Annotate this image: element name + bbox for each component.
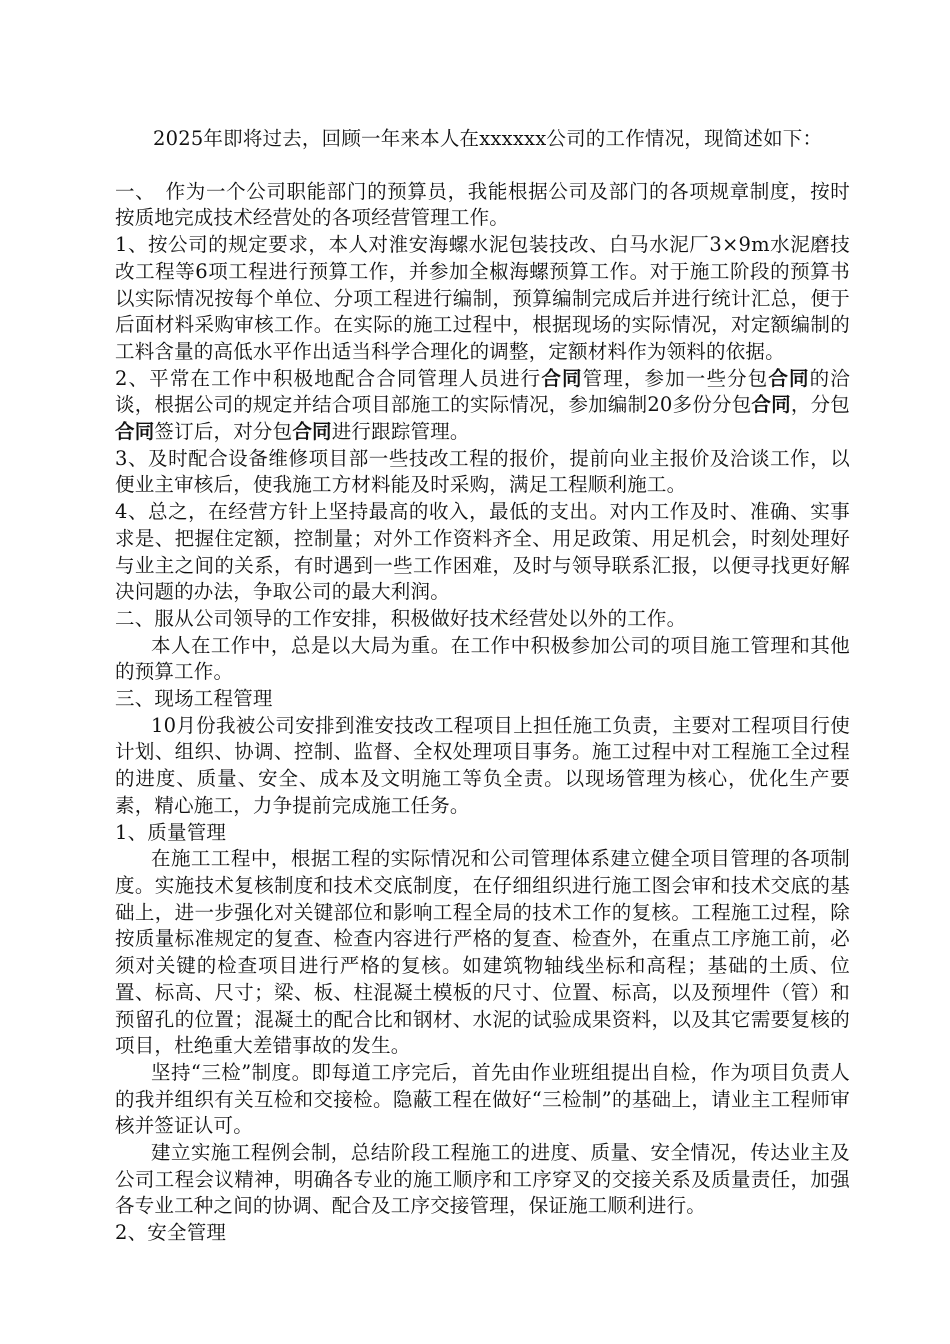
- text-run: 进行跟踪管理。: [331, 420, 470, 444]
- text-run: 2、平常在工作中积极地配合合同管理人员进行: [115, 366, 542, 390]
- bold-term: 合同: [768, 366, 810, 390]
- section-1-heading: 一、 作为一个公司职能部门的预算员，我能根据公司及部门的各项规章制度，按时按质地完成技术经营处的各项经营管理工作。: [115, 179, 850, 230]
- section-1-item-2: [115, 366, 850, 446]
- text-run: 管理，参加一些分包: [582, 366, 769, 390]
- section-3-heading: 三、现场工程管理: [115, 687, 273, 711]
- section-1-item-3: 3、及时配合设备维修项目部一些技改工程的报价，提前向业主报价及洽谈工作，以便业主审核后，使我施工方材料能及时采购，满足工程顺利施工。: [115, 446, 850, 497]
- safety-heading: 2、安全管理: [115, 1221, 227, 1245]
- bold-term: 合同: [541, 366, 583, 390]
- text-run: ，分包: [790, 393, 850, 417]
- bold-term: 合同: [292, 420, 332, 444]
- bold-term: 合同: [751, 393, 791, 417]
- quality-paragraph-2: 坚持“三检”制度。即每道工序完后，首先由作业班组提出自检，作为项目负责人的我并组织有关互检和交接检。隐蔽工程在做好“三检制”的基础上，请业主工程师审核并签证认可。: [115, 1060, 850, 1138]
- quality-heading: 1、质量管理: [115, 820, 227, 844]
- section-2-paragraph: 本人在工作中，总是以大局为重。在工作中积极参加公司的项目施工管理和其他的预算工作。: [115, 633, 850, 684]
- bold-term: 合同: [115, 420, 155, 444]
- quality-paragraph-3: 建立实施工程例会制，总结阶段工程施工的进度、质量、安全情况，传达业主及公司工程会议精神，明确各专业的施工顺序和工序穿叉的交接关系及质量责任，加强各专业工种之间的协调、配合及工序交接管理，保证施工顺利进行。: [115, 1141, 850, 1218]
- intro-paragraph: 2025年即将过去，回顾一年来本人在xxxxxx公司的工作情况，现简述如下：: [153, 127, 823, 150]
- section-1-item-4: 4、总之，在经营方针上坚持最高的收入，最低的支出。对内工作及时、准确、实事求是、把握住定额，控制量；对外工作资料齐全、用足政策、用足机会，时刻处理好与业主之间的关系，有时遇到一些工作困难，及时与领导联系汇报，以便寻找更好解决问题的办法，争取公司的最大利润。: [115, 500, 850, 604]
- section-2-heading: 二、服从公司领导的工作安排，积极做好技术经营处以外的工作。: [115, 606, 687, 630]
- text-run: 的洽谈，根据公司的规定并结合项目部施工的实际情况，参加编制20多份分包: [115, 366, 850, 417]
- text-run: 签订后，对分包: [154, 420, 293, 444]
- section-1-item-1: 1、按公司的规定要求，本人对淮安海螺水泥包装技改、白马水泥厂3×9m水泥磨技改工程等6项工程进行预算工作，并参加全椒海螺预算工作。对于施工阶段的预算书以实际情况按每个单位、分项工程进行编制，预算编制完成后并进行统计汇总，便于后面材料采购审核工作。在实际的施工过程中，根据现场的实际情况，对定额编制的工料含量的高低水平作出适当科学合理化的调整，定额材料作为领料的依据。: [115, 233, 850, 363]
- section-3-paragraph: 10月份我被公司安排到淮安技改工程项目上担任施工负责，主要对工程项目行使计划、组织、协调、控制、监督、全权处理项目事务。施工过程中对工程施工全过程的进度、质量、安全、成本及文明施工等负全责。以现场管理为核心，优化生产要素，精心施工，力争提前完成施工任务。: [115, 713, 850, 817]
- document-body: [115, 126, 850, 1247]
- quality-paragraph-1: 在施工工程中，根据工程的实际情况和公司管理体系建立健全项目管理的各项制度。实施技术复核制度和技术交底制度，在仔细组织进行施工图会审和技术交底的基础上，进一步强化对关键部位和影响工程全局的技术工作的复核。工程施工过程，除按质量标准规定的复查、检查内容进行严格的复查、检查外，在重点工序施工前，必须对关键的检查项目进行严格的复核。如建筑物轴线坐标和高程；基础的土质、位置、标高、尺寸；梁、板、柱混凝土模板的尺寸、位置、标高，以及预埋件（管）和预留孔的位置；混凝土的配合比和钢材、水泥的试验成果资料，以及其它需要复核的项目，杜绝重大差错事故的发生。: [115, 847, 850, 1058]
